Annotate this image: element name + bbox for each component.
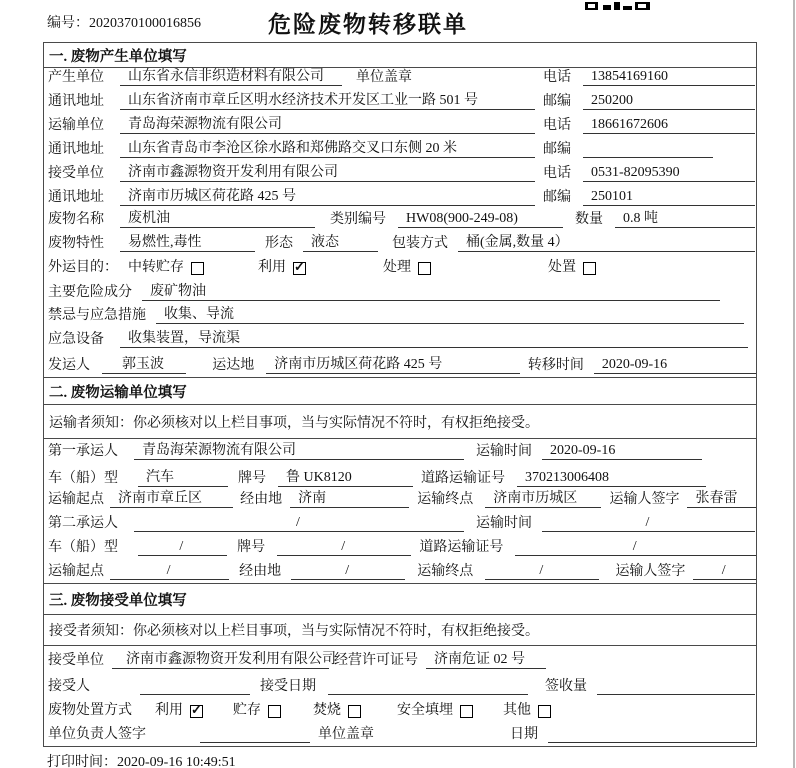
waste-name-row [44, 209, 756, 231]
generator-zip-value: 250200 [583, 92, 755, 110]
waste-pack-label: 包装方式 [392, 236, 448, 251]
carrier1-time-label: 运输时间 [476, 444, 532, 459]
disposal-landfill-label: 安全填埋 [397, 703, 453, 718]
transfer-time-value: 2020-09-16 [594, 356, 756, 374]
waste-props-value: 易燃性,毒性 [120, 234, 255, 252]
section3-header: 三. 废物接受单位填写 [44, 583, 756, 615]
generator-address-value: 山东省济南市章丘区明水经济技术开发区工业一路 501 号 [120, 92, 535, 110]
serial-label: 编号： [47, 16, 89, 31]
receiver-label: 接受单位 [48, 166, 104, 181]
route2-via-label: 经由地 [239, 564, 282, 579]
receipt-qty-label: 签收量 [545, 679, 587, 694]
transporter-phone-value: 18661672606 [583, 116, 755, 134]
waste-code-value: HW08(900-249-08) [398, 210, 563, 228]
carrier2-value: / [134, 514, 464, 532]
vehicle1-type-value: 汽车 [138, 469, 228, 487]
disposal-burn-checkbox [348, 705, 361, 718]
route2-sign-label: 运输人签字 [615, 564, 686, 579]
transporter-address-label: 通讯地址 [48, 142, 104, 157]
vehicle2-row [44, 535, 756, 559]
vehicle1-plate-label: 牌号 [238, 471, 266, 486]
route1-origin-value: 济南市章丘区 [110, 490, 233, 508]
disposal-use-label: 利用 [155, 703, 183, 718]
purpose-option-use-label: 利用 [258, 260, 286, 275]
purpose-option-dispose-label: 处置 [548, 260, 576, 275]
carrier1-value: 青岛海荣源物流有限公司 [134, 442, 464, 460]
route1-origin-label: 运输起点 [48, 492, 104, 507]
transporter-label: 运输单位 [48, 118, 104, 133]
disposal-other-checkbox [538, 705, 551, 718]
accept-unit-label: 接受单位 [48, 653, 104, 668]
purpose-option-treat-label: 处理 [383, 260, 411, 275]
hazard-label: 主要危险成分 [48, 285, 132, 300]
signature-row [44, 723, 756, 746]
receiver-value: 济南市鑫源物资开发利用有限公司 [120, 164, 535, 182]
receiver-phone-label: 电话 [543, 166, 571, 181]
waste-qty-label: 数量 [575, 212, 603, 227]
purpose-transfer-checkbox [191, 262, 204, 275]
generator-phone-label: 电话 [543, 70, 571, 85]
route2-row [44, 559, 756, 583]
transporter-address-row [44, 137, 756, 161]
generator-row [44, 68, 756, 89]
vehicle2-license-label: 道路运输证号 [419, 540, 504, 555]
route2-origin-value: / [110, 562, 229, 580]
signature-value [200, 742, 310, 743]
purpose-dispose-checkbox [583, 262, 596, 275]
carrier2-time-label: 运输时间 [476, 516, 532, 531]
disposal-store-checkbox [268, 705, 281, 718]
purpose-row [44, 255, 756, 280]
dispatch-dest-value: 济南市历城区荷花路 425 号 [266, 356, 520, 374]
unit-seal-label: 单位盖章 [318, 727, 374, 742]
print-time [47, 751, 236, 768]
generator-address-row [44, 89, 756, 113]
route2-end-value: / [485, 562, 599, 580]
receiver-zip-label: 邮编 [543, 190, 571, 205]
generator-label: 产生单位 [48, 70, 104, 85]
carrier1-row [44, 439, 756, 463]
serial-value: 2020370100016856 [89, 16, 201, 31]
document-header [0, 0, 796, 42]
section1-header: 一. 废物产生单位填写 [44, 43, 756, 68]
transporter-phone-label: 电话 [543, 118, 571, 133]
disposal-store-label: 贮存 [233, 703, 261, 718]
waste-qty-value: 0.8 吨 [615, 210, 755, 228]
receiver-row [44, 161, 756, 185]
disposal-landfill-checkbox [460, 705, 473, 718]
print-time-label: 打印时间： [47, 755, 117, 768]
carrier2-time-value: / [542, 514, 755, 532]
route2-origin-label: 运输起点 [48, 564, 104, 579]
hazard-value: 废矿物油 [142, 283, 720, 301]
transporter-zip-label: 邮编 [543, 142, 571, 157]
disposal-label: 废物处置方式 [48, 703, 132, 718]
vehicle1-license-label: 道路运输证号 [421, 471, 505, 486]
receiver-address-row [44, 185, 756, 209]
receiver-zip-value: 250101 [583, 188, 755, 206]
waste-pack-value: 桶(金属,数量 4） [458, 234, 755, 252]
vehicle2-type-value: / [138, 538, 228, 556]
waste-props-label: 废物特性 [48, 236, 104, 251]
dispatch-dest-label: 运达地 [212, 358, 255, 373]
hazard-row [44, 280, 756, 304]
dispatch-row [44, 351, 756, 377]
generator-zip-label: 邮编 [543, 94, 571, 109]
receiver-phone-value: 0531-82095390 [583, 164, 755, 182]
route2-via-value: / [291, 562, 405, 580]
route1-sign-label: 运输人签字 [609, 492, 680, 507]
route1-via-label: 经由地 [240, 492, 283, 507]
transfer-time-label: 转移时间 [527, 358, 584, 373]
vehicle1-row [44, 463, 756, 490]
receiver-address-value: 济南市历城区荷花路 425 号 [120, 188, 535, 206]
equipment-label: 应急设备 [48, 332, 104, 347]
signature-label: 单位负责人签字 [48, 727, 146, 742]
vehicle1-label: 车（船）型 [48, 471, 118, 486]
waste-name-label: 废物名称 [48, 212, 104, 227]
route1-end-value: 济南市历城区 [485, 490, 601, 508]
generator-value: 山东省永信非织造材料有限公司 [120, 68, 342, 86]
vehicle2-plate-label: 牌号 [237, 540, 266, 555]
taboo-value: 收集、导流 [156, 306, 744, 324]
receipt-qty-value [597, 694, 755, 695]
vehicle1-plate-value: 鲁 UK8120 [278, 469, 413, 487]
transporter-notice: 运输者须知：你必须核对以上栏目事项，当与实际情况不符时，有权拒绝接受。 [44, 405, 756, 439]
route2-sign-value: / [693, 562, 756, 580]
carrier1-label: 第一承运人 [48, 444, 118, 459]
receiver-address-label: 通讯地址 [48, 190, 104, 205]
print-time-value: 2020-09-16 10:49:51 [117, 755, 236, 768]
page-title: 危险废物转移联单 [268, 12, 468, 37]
equipment-row [44, 327, 756, 351]
generator-address-label: 通讯地址 [48, 94, 104, 109]
acceptor-row [44, 672, 756, 698]
route1-via-value: 济南 [290, 490, 409, 508]
waste-form-label: 形态 [265, 236, 293, 251]
waste-props-row [44, 231, 756, 255]
route1-end-label: 运输终点 [417, 492, 474, 507]
operation-license-value: 济南危证 02 号 [426, 651, 546, 669]
disposal-use-checkbox [190, 705, 203, 718]
generator-phone-value: 13854169160 [583, 68, 755, 86]
carrier1-time-value: 2020-09-16 [542, 442, 702, 460]
vehicle2-plate-value: / [277, 538, 411, 556]
accept-date-label: 接受日期 [260, 679, 316, 694]
route2-end-label: 运输终点 [417, 564, 474, 579]
acceptor-value [140, 694, 250, 695]
vehicle1-license-value: 370213006408 [517, 469, 706, 487]
purpose-treat-checkbox [418, 262, 431, 275]
carrier2-row [44, 511, 756, 535]
route1-row [44, 490, 756, 511]
acceptor-notice: 接受者须知：你必须核对以上栏目事项，当与实际情况不符时，有权拒绝接受。 [44, 615, 756, 646]
taboo-label: 禁忌与应急措施 [48, 308, 146, 323]
waste-code-label: 类别编号 [330, 212, 386, 227]
dispatch-label: 发运人 [48, 358, 90, 373]
accept-date-value [328, 694, 528, 695]
taboo-row [44, 304, 756, 327]
waste-form-value: 液态 [303, 234, 378, 252]
transporter-address-value: 山东省青岛市李沧区徐水路和郑佛路交叉口东侧 20 米 [120, 140, 535, 158]
acceptor-label: 接受人 [48, 679, 90, 694]
sign-date-label: 日期 [510, 727, 538, 742]
vehicle2-license-value: / [515, 538, 756, 556]
transporter-row [44, 113, 756, 137]
accept-unit-row [44, 646, 756, 672]
carrier2-label: 第二承运人 [48, 516, 118, 531]
disposal-other-label: 其他 [503, 703, 531, 718]
purpose-option-transfer-label: 中转贮存 [128, 260, 184, 275]
vehicle2-label: 车（船）型 [48, 540, 118, 555]
route1-sign-value: 张春雷 [687, 490, 756, 508]
transporter-value: 青岛海荣源物流有限公司 [120, 116, 535, 134]
equipment-value: 收集装置，导流渠 [120, 330, 748, 348]
sign-date-value [548, 742, 755, 743]
disposal-burn-label: 焚烧 [313, 703, 341, 718]
purpose-use-checkbox [293, 262, 306, 275]
page-edge [793, 0, 795, 768]
waste-name-value: 废机油 [120, 210, 315, 228]
form-table [43, 42, 757, 747]
transporter-zip-value [583, 157, 713, 158]
section2-header: 二. 废物运输单位填写 [44, 377, 756, 405]
purpose-label: 外运目的： [48, 260, 118, 275]
dispatch-person-value: 郭玉波 [102, 356, 187, 374]
accept-unit-value: 济南市鑫源物资开发利用有限公司 [112, 651, 329, 669]
disposal-row [44, 698, 756, 723]
operation-license-label: 经营许可证号 [334, 653, 418, 668]
seal-label: 单位盖章 [356, 70, 412, 85]
